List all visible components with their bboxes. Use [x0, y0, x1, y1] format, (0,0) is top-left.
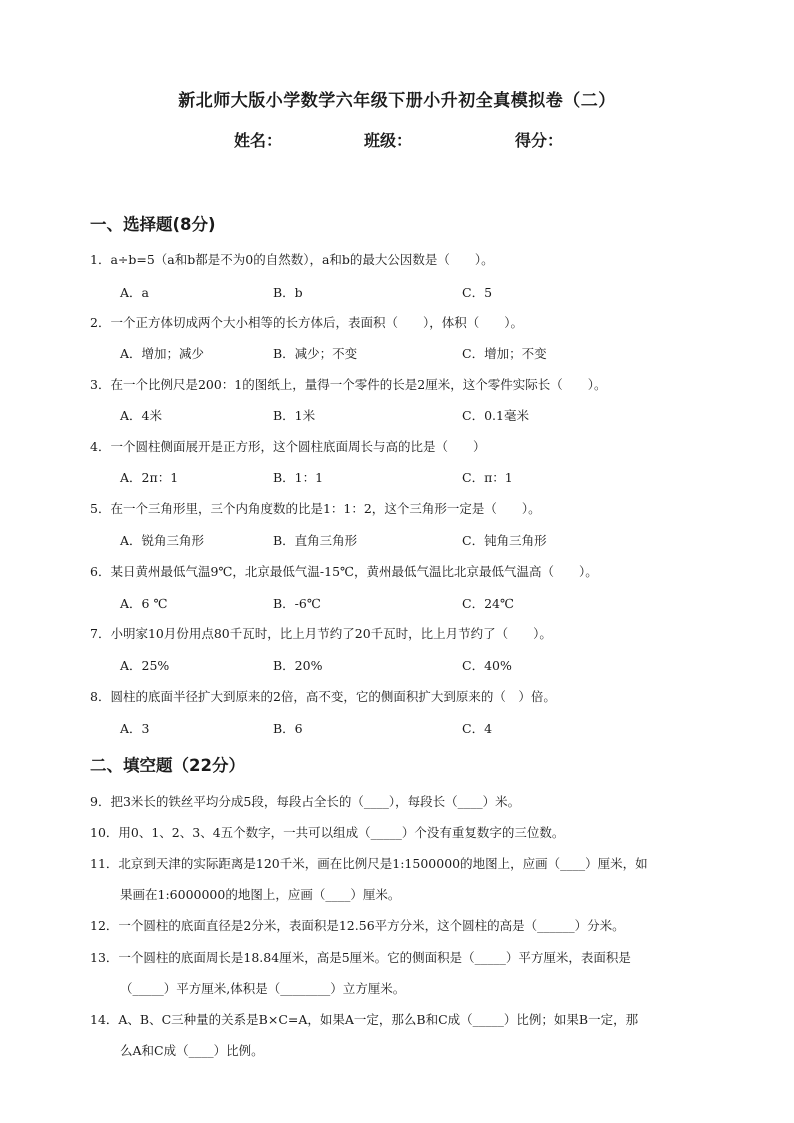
- option-a: A．3: [120, 721, 150, 736]
- choice-question-8: 8．圆柱的底面半径扩大到原来的2倍，高不变，它的侧面积扩大到原来的（ ）倍。: [90, 689, 556, 704]
- student-info-row: [0, 128, 794, 152]
- option-c: C．π：1: [462, 470, 513, 485]
- choice-question-4: 4．一个圆柱侧面展开是正方形，这个圆柱底面周长与高的比是（ ）: [90, 439, 486, 454]
- option-a: A．锐角三角形: [120, 533, 205, 548]
- choice-options-3: [120, 406, 680, 426]
- choice-options-2: [120, 344, 680, 364]
- option-a: A．2π：1: [120, 470, 179, 485]
- option-b: B．1米: [273, 408, 316, 423]
- option-b: B．20%: [273, 658, 323, 673]
- option-c: C．5: [462, 285, 493, 300]
- fill-question-9: 9．把3米长的铁丝平均分成5段，每段占全长的（____），每段长（____）米。: [90, 794, 521, 809]
- option-c: C．4: [462, 721, 493, 736]
- section-heading-choice: 一、选择题(8分): [90, 215, 216, 234]
- option-b: B．直角三角形: [273, 533, 358, 548]
- choice-question-6: 6．某日黄州最低气温9℃，北京最低气温-15℃，黄州最低气温比北京最低气温高（ ）。: [90, 564, 598, 579]
- fill-question-13: 13．一个圆柱的底面周长是18.84厘米，高是5厘米。它的侧面积是（_____）平方厘米，表面积是: [90, 950, 631, 965]
- option-b: B．减少；不变: [273, 346, 358, 361]
- fill-question-10: 10．用0、1、2、3、4五个数字，一共可以组成（_____）个没有重复数字的三位数。: [90, 825, 565, 840]
- choice-options-4: [120, 468, 680, 488]
- choice-options-1: [120, 283, 680, 303]
- score-label: 得分：: [515, 131, 564, 150]
- fill-question-13-cont: （_____）平方厘米,体积是（________）立方厘米。: [120, 981, 406, 996]
- fill-question-12: 12．一个圆柱的底面直径是2分米，表面积是12.56平方分米，这个圆柱的高是（______）分米。: [90, 918, 625, 933]
- option-c: C．40%: [462, 658, 512, 673]
- option-b: B．b: [273, 285, 303, 300]
- option-a: A．增加；减少: [120, 346, 205, 361]
- choice-question-7: 7．小明家10月份用点80千瓦时，比上月节约了20千瓦时，比上月节约了（ ）。: [90, 626, 552, 641]
- choice-options-6: [120, 594, 680, 614]
- option-c: C．0.1毫米: [462, 408, 529, 423]
- option-a: A．4米: [120, 408, 162, 423]
- choice-question-1: 1．a÷b=5（a和b都是不为0的自然数），a和b的最大公因数是（ ）。: [90, 252, 494, 267]
- option-b: B．1：1: [273, 470, 324, 485]
- option-c: C．增加；不变: [462, 346, 547, 361]
- option-a: A．25%: [120, 658, 170, 673]
- choice-question-2: 2．一个正方体切成两个大小相等的长方体后，表面积（ ），体积（ ）。: [90, 315, 523, 330]
- choice-options-7: [120, 656, 680, 676]
- fill-question-14-cont: 么A和C成（____）比例。: [120, 1043, 264, 1058]
- choice-options-5: [120, 531, 680, 551]
- choice-question-5: 5．在一个三角形里，三个内角度数的比是1：1：2，这个三角形一定是（ ）。: [90, 501, 541, 516]
- class-label: 班级：: [364, 131, 413, 150]
- option-b: B．6: [273, 721, 303, 736]
- option-c: C．24℃: [462, 596, 514, 611]
- choice-options-8: [120, 719, 680, 739]
- fill-question-11-cont: 果画在1:6000000的地图上，应画（____）厘米。: [120, 887, 401, 902]
- option-b: B．-6℃: [273, 596, 321, 611]
- option-a: A．a: [120, 285, 149, 300]
- fill-question-11: 11．北京到天津的实际距离是120千米，画在比例尺是1:1500000的地图上，应画（____）厘米，如: [90, 856, 648, 871]
- name-label: 姓名：: [234, 131, 283, 150]
- choice-question-3: 3．在一个比例尺是200：1的图纸上，量得一个零件的长是2厘米，这个零件实际长（ ）。: [90, 377, 607, 392]
- page-title: 新北师大版小学数学六年级下册小升初全真模拟卷（二）: [178, 91, 616, 111]
- option-a: A．6 ℃: [120, 596, 168, 611]
- option-c: C．钝角三角形: [462, 533, 547, 548]
- section-heading-fill: 二、填空题（22分）: [90, 756, 245, 775]
- fill-question-14: 14．A、B、C三种量的关系是B×C=A，如果A一定，那么B和C成（_____）比例；如果B一定，那: [90, 1012, 639, 1027]
